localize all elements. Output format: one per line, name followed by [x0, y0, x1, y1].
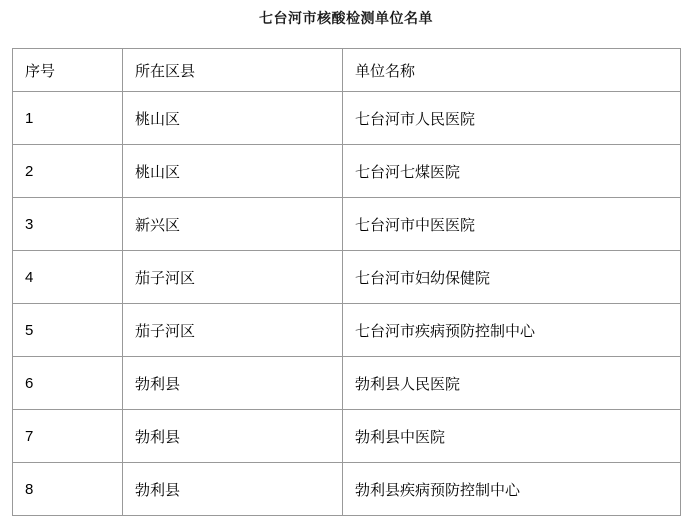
cell-district: 茄子河区 [123, 251, 343, 304]
cell-unit-name: 七台河市妇幼保健院 [343, 251, 681, 304]
cell-district: 勃利县 [123, 357, 343, 410]
page-title: 七台河市核酸检测单位名单 [259, 10, 433, 26]
column-header-district: 所在区县 [123, 49, 343, 92]
cell-unit-name: 勃利县中医院 [343, 410, 681, 463]
table-row [13, 92, 681, 145]
cell-unit-name: 勃利县人民医院 [343, 357, 681, 410]
table-container [12, 48, 680, 516]
cell-index: 2 [13, 145, 123, 198]
cell-unit-name: 七台河市中医医院 [343, 198, 681, 251]
testing-units-table [12, 48, 681, 516]
cell-district: 桃山区 [123, 145, 343, 198]
cell-index: 5 [13, 304, 123, 357]
table-row [13, 145, 681, 198]
cell-index: 1 [13, 92, 123, 145]
table-row [13, 410, 681, 463]
table-body [13, 49, 681, 516]
cell-index: 4 [13, 251, 123, 304]
cell-unit-name: 七台河七煤医院 [343, 145, 681, 198]
table-row [13, 198, 681, 251]
table-row [13, 463, 681, 516]
cell-index: 7 [13, 410, 123, 463]
table-row [13, 251, 681, 304]
cell-district: 勃利县 [123, 463, 343, 516]
table-header-row [13, 49, 681, 92]
cell-index: 8 [13, 463, 123, 516]
cell-unit-name: 七台河市人民医院 [343, 92, 681, 145]
column-header-index: 序号 [13, 49, 123, 92]
cell-district: 勃利县 [123, 410, 343, 463]
cell-index: 6 [13, 357, 123, 410]
table-row [13, 304, 681, 357]
cell-district: 新兴区 [123, 198, 343, 251]
cell-index: 3 [13, 198, 123, 251]
cell-district: 茄子河区 [123, 304, 343, 357]
table-row [13, 357, 681, 410]
cell-district: 桃山区 [123, 92, 343, 145]
cell-unit-name: 勃利县疾病预防控制中心 [343, 463, 681, 516]
column-header-unit-name: 单位名称 [343, 49, 681, 92]
cell-unit-name: 七台河市疾病预防控制中心 [343, 304, 681, 357]
